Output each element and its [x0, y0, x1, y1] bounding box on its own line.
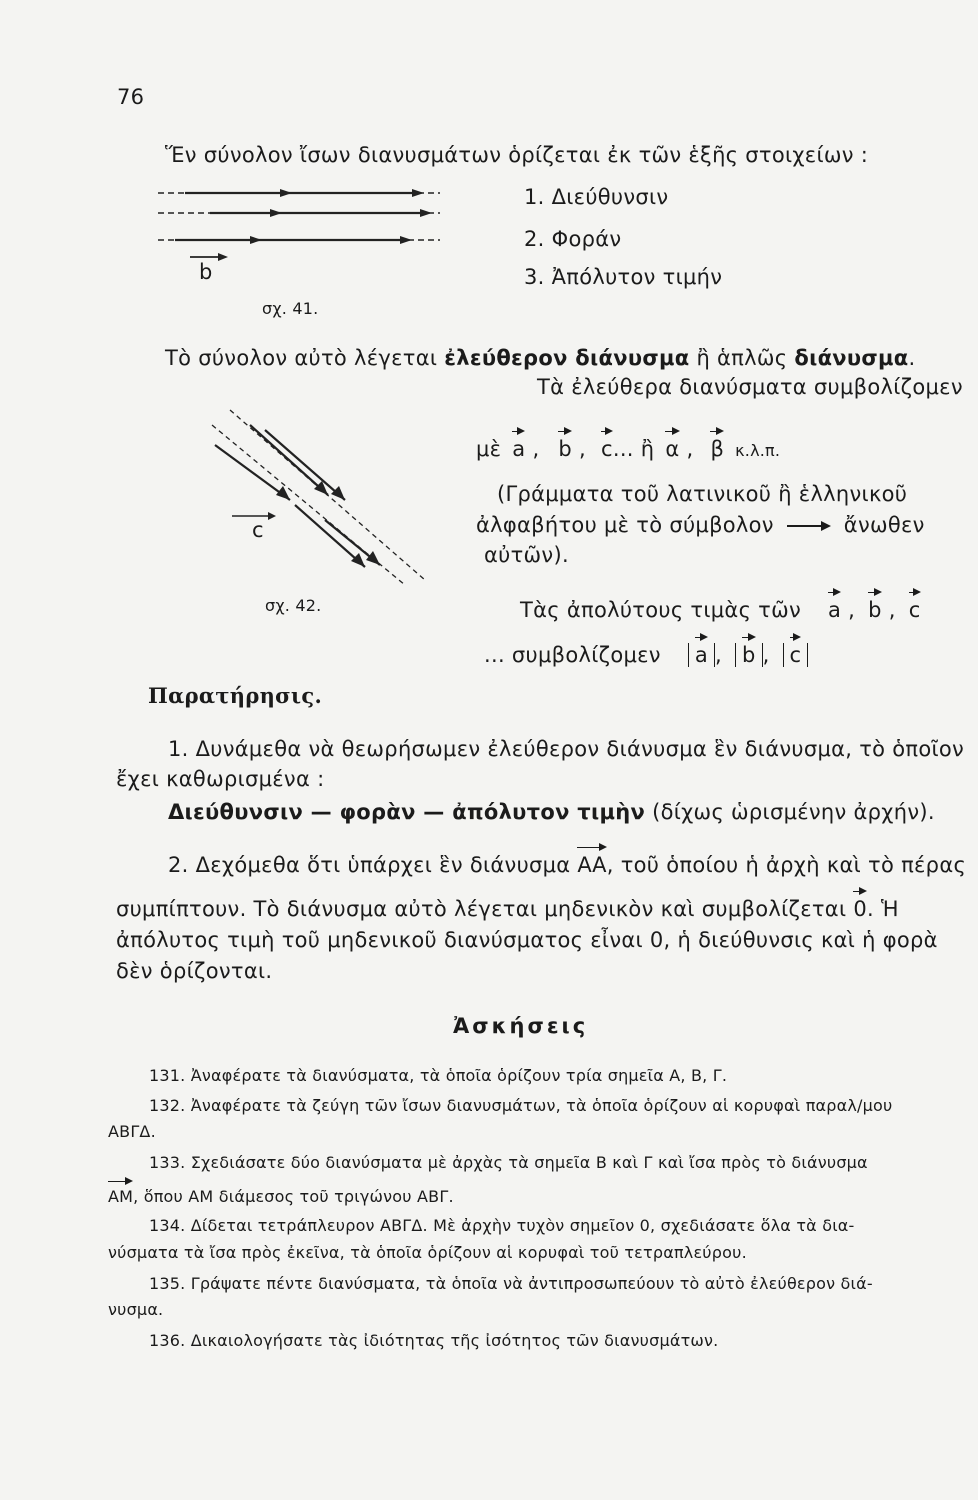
symbols-line-5: αὐτῶν).	[484, 543, 569, 567]
symbols-or: ἢ	[640, 437, 655, 461]
definition-mid: ἢ ἁπλῶς	[696, 346, 788, 370]
element-magnitude: 3. Ἀπόλυτον τιμήν	[524, 265, 723, 289]
definition-end: .	[908, 346, 916, 370]
remark2-line3: ἀπόλυτος τιμὴ τοῦ μηδενικοῦ διανύσματος εἶναι 0, ἡ διεύθυνσις καὶ ἡ φορὰ	[116, 928, 938, 952]
vector-zero: 0	[853, 897, 868, 921]
symbols-etc: κ.λ.π.	[735, 441, 781, 460]
exercise-133-line2	[108, 1187, 454, 1206]
remark2-line2	[116, 897, 899, 921]
exercise-136: 136. Δικαιολογήσατε τὰς ἰδιότητας τῆς ἰσότητος τῶν διανυσμάτων.	[149, 1331, 719, 1350]
symbols-line-3: (Γράμματα τοῦ λατινικοῦ ἢ ἑλληνικοῦ	[497, 482, 908, 506]
remark-heading: Παρατήρησις.	[148, 683, 323, 708]
exercise-134-line1: 134. Δίδεται τετράπλευρον ΑΒΓΔ. Μὲ ἀρχὴν τυχὸν σημεῖον 0, σχεδιάσατε ὅλα τὰ δια-	[149, 1216, 855, 1235]
term-vector: διάνυσμα	[794, 346, 909, 370]
fig41-caption: σχ. 41.	[262, 299, 319, 318]
vector-beta: β	[710, 437, 725, 461]
symbols-line-4a: ἀλφαβήτου μὲ τὸ σύμβολον	[476, 513, 774, 537]
remark2-line2b: . Ἡ	[867, 897, 899, 921]
free-vector-definition	[165, 346, 916, 370]
figure-41	[150, 175, 450, 310]
exercise-132-line1: 132. Ἀναφέρατε τὰ ζεύγη τῶν ἴσων διανυσμάτων, τὰ ὁποῖα ὁρίζουν αἱ κορυφαὶ παραλ/μου	[149, 1096, 893, 1115]
absvalues-line-2: ... συμβολίζομεν a , b , c	[484, 643, 808, 667]
remark1-bold: Διεύθυνσιν — φορὰν — ἀπόλυτον τιμὴν	[168, 800, 646, 824]
vector-a: a	[512, 437, 526, 461]
remark1-line2: ἔχει καθωρισμένα :	[116, 767, 325, 791]
abs-b	[735, 643, 763, 667]
fig42-vector-arrow	[250, 425, 328, 495]
remark2-line2a: συμπίπτουν. Τὸ διάνυσμα αὐτὸ λέγεται μηδενικὸν καὶ συμβολίζεται	[116, 897, 847, 921]
remark1-rest: (δίχως ὡρισμένην ἀρχήν).	[652, 800, 935, 824]
absvalues-line-1: Τὰς ἀπολύτους τιμὰς τῶν a , b , c	[520, 598, 921, 622]
vector-b-2: b	[868, 598, 882, 622]
intro-text: Ἕν σύνολον ἴσων διανυσμάτων ὁρίζεται ἐκ τῶν ἑξῆς στοιχείων :	[165, 143, 869, 167]
vector-c-2: c	[908, 598, 921, 622]
exercise-135-line2: νυσμα.	[108, 1300, 164, 1319]
exercise-133-rest: , ὅπου ΑΜ διάμεσος τοῦ τριγώνου ΑΒΓ.	[133, 1187, 454, 1206]
right-arrow-icon	[787, 522, 831, 532]
remark2-line4: δὲν ὁρίζονται.	[116, 959, 273, 983]
symbols-line-2: μὲ a , b , c... ἢ α , β κ.λ.π.	[476, 437, 781, 461]
fig42-caption: σχ. 42.	[265, 596, 322, 615]
symbols-line-1: Τὰ ἐλεύθερα διανύσματα συμβολίζομεν	[537, 375, 963, 399]
remark2-line1b: , τοῦ ὁποίου ἡ ἀρχὴ καὶ τὸ πέρας	[606, 853, 967, 877]
vector-alpha: α	[665, 437, 680, 461]
remark2-line1a: 2. Δεχόμεθα ὅτι ὑπάρχει ἓν διάνυσμα	[168, 853, 571, 877]
fig42-label: c	[252, 518, 264, 542]
vector-AA: ΑΑ	[577, 853, 607, 877]
exercise-134-line2: νύσματα τὰ ἴσα πρὸς ἐκεῖνα, τὰ ὁποῖα ὁρίζουν αἱ κορυφαὶ τοῦ τετραπλεύρου.	[108, 1243, 747, 1262]
definition-prefix: Τὸ σύνολον αὐτὸ λέγεται	[165, 346, 438, 370]
symbols-line-4	[476, 513, 925, 537]
abs-a	[688, 643, 715, 667]
symbols-line-4b: ἄνωθεν	[843, 513, 925, 537]
exercises-heading: Ἀσκήσεις	[453, 1014, 589, 1038]
element-direction: 1. Διεύθυνσιν	[524, 185, 669, 209]
remark2-line1	[168, 853, 966, 877]
exercise-132-line2: ΑΒΓΔ.	[108, 1122, 156, 1141]
symbols-prefix: μὲ	[476, 437, 502, 461]
abs-a-vector: a	[694, 643, 708, 667]
remark1-line3	[168, 800, 935, 824]
symbols-dots: ...	[612, 437, 634, 461]
element-sense: 2. Φοράν	[524, 227, 622, 251]
figure-42	[210, 405, 440, 590]
exercise-133-line1: 133. Σχεδιάσατε δύο διανύσματα μὲ ἀρχὰς τὰ σημεῖα Β καὶ Γ καὶ ἴσα πρὸς τὸ διάνυσμα	[149, 1153, 868, 1172]
exercise-131: 131. Ἀναφέρατε τὰ διανύσματα, τὰ ὁποῖα ὁρίζουν τρία σημεῖα Α, Β, Γ.	[149, 1066, 728, 1085]
vector-b: b	[558, 437, 573, 461]
fig41-label: b	[199, 260, 213, 284]
absvalues-symbolize: ... συμβολίζομεν	[484, 643, 661, 667]
abs-c	[783, 643, 809, 667]
remark1-line1: 1. Δυνάμεθα νὰ θεωρήσωμεν ἐλεύθερον διάνυσμα ἓν διάνυσμα, τὸ ὁποῖον	[168, 737, 965, 761]
vector-AM: ΑΜ	[108, 1187, 134, 1206]
page-number: 76	[117, 85, 145, 109]
abs-b-vector: b	[741, 643, 756, 667]
exercise-135-line1: 135. Γράψατε πέντε διανύσματα, τὰ ὁποῖα νὰ ἀντιπροσωπεύουν τὸ αὐτὸ ἐλεύθερον διά-	[149, 1274, 873, 1293]
absvalues-text: Τὰς ἀπολύτους τιμὰς τῶν	[520, 598, 802, 622]
vector-a-2: a	[828, 598, 842, 622]
term-free-vector: ἐλεύθερον διάνυσμα	[444, 346, 690, 370]
abs-c-vector: c	[789, 643, 802, 667]
vector-c: c	[600, 437, 613, 461]
